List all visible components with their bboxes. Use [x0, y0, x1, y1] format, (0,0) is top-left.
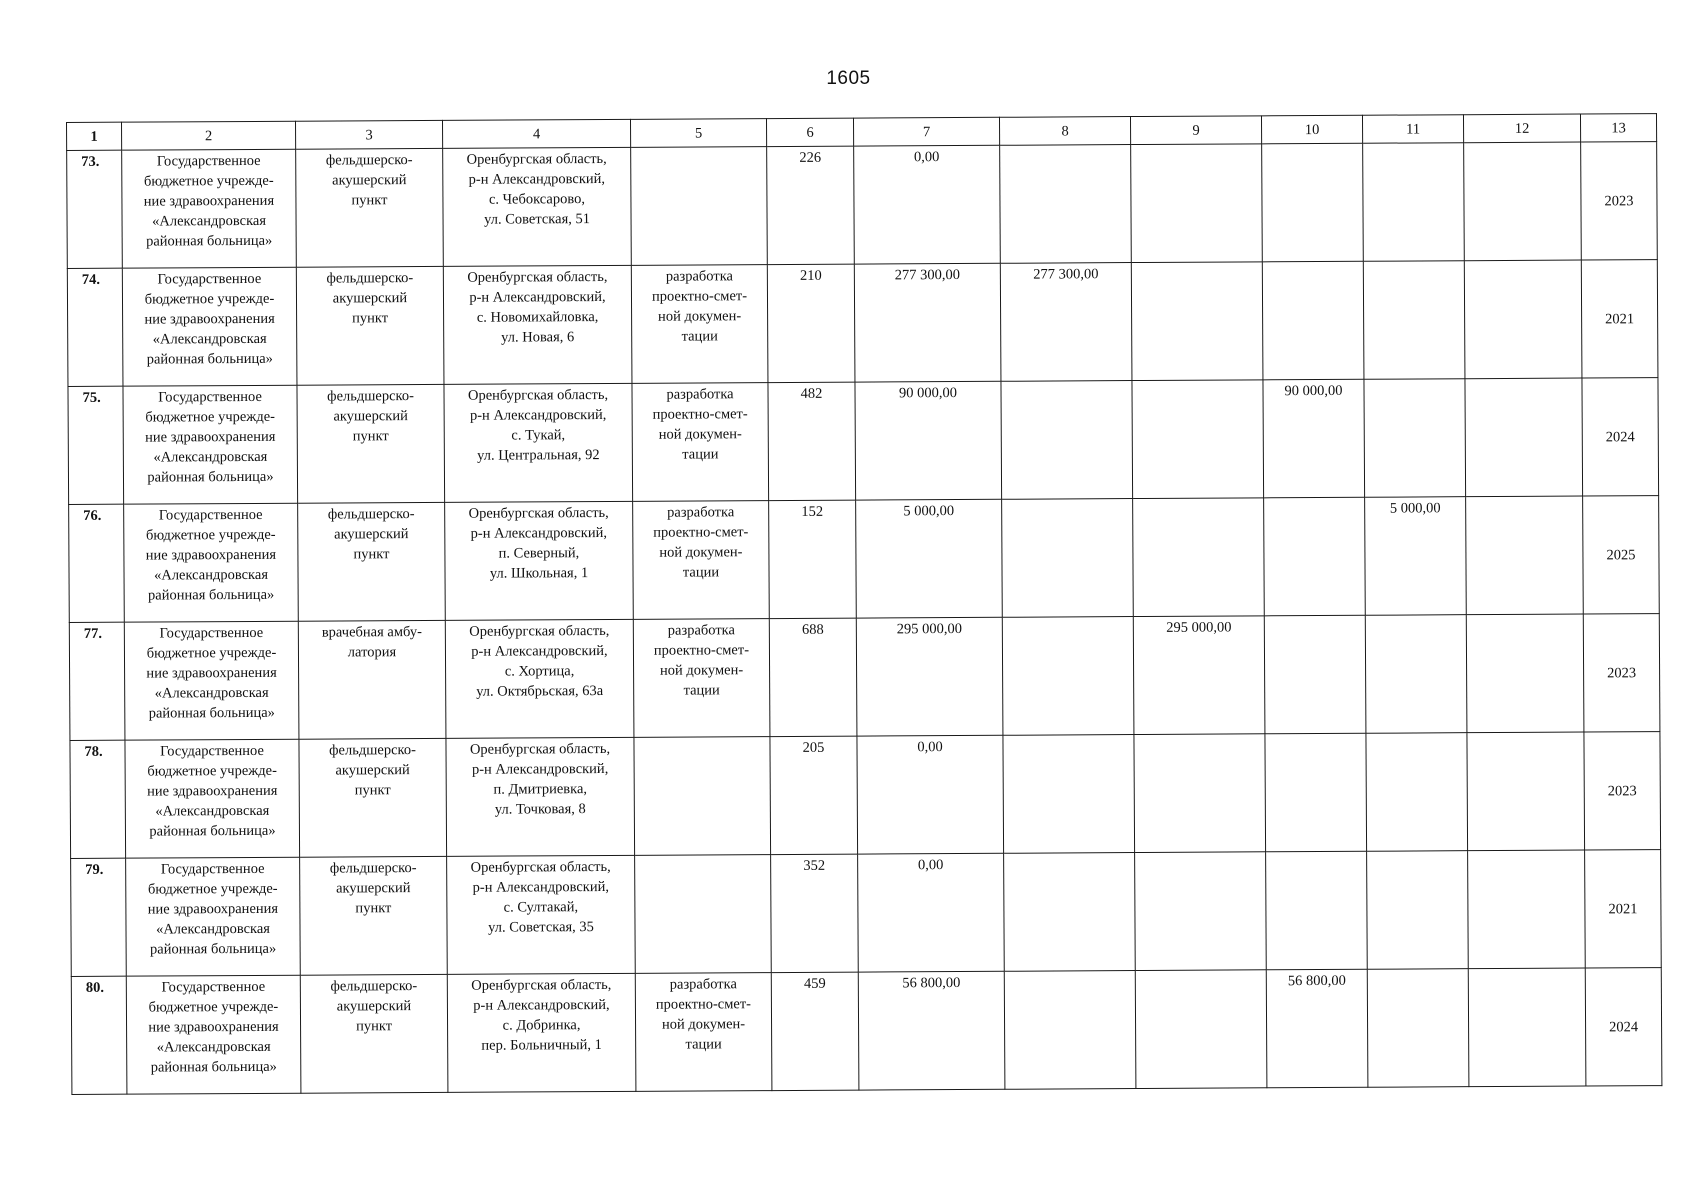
work-type-cell-line: ной докумен- [661, 1016, 746, 1033]
organization-cell-line: Государственное [160, 742, 264, 760]
row-number-cell: 73. [67, 150, 123, 268]
work-type-cell [635, 973, 772, 1092]
address-cell-line: ул. Школьная, 1 [489, 565, 589, 582]
value-cell-8 [1000, 145, 1132, 264]
facility-type-cell [296, 266, 444, 385]
column-header-13: 13 [1580, 114, 1656, 142]
value-cell-6: 152 [769, 500, 857, 618]
value-cell-9 [1131, 144, 1263, 263]
value-cell-7: 5 000,00 [856, 499, 1003, 618]
work-type-cell-line: тации [683, 682, 720, 699]
address-cell-line: ул. Советская, 35 [488, 919, 594, 936]
facility-type-cell-line: пункт [355, 900, 392, 917]
row-number-cell: 75. [68, 386, 124, 504]
address-cell-line: р-н Александровский, [472, 878, 610, 896]
column-header-11: 11 [1362, 115, 1463, 144]
address-cell-line: ул. Точковая, 8 [494, 801, 586, 818]
facility-type-cell-line: акушерский [336, 880, 411, 897]
organization-cell [122, 267, 297, 386]
organization-cell-line: ние здравоохранения [144, 310, 275, 328]
column-header-10: 10 [1261, 115, 1362, 144]
facility-type-cell-line: латория [347, 644, 397, 661]
work-type-cell-line: ной докумен- [659, 544, 743, 561]
value-cell-12 [1468, 850, 1586, 969]
value-cell-11 [1367, 851, 1469, 970]
address-cell-line: ул. Центральная, 92 [477, 447, 600, 464]
facility-type-cell-line: акушерский [335, 762, 410, 779]
work-type-cell-line: разработка [665, 268, 733, 285]
value-cell-8 [1001, 381, 1133, 500]
organization-cell-line: Государственное [156, 152, 261, 170]
organization-cell-line: районная больница» [148, 704, 275, 722]
facility-type-cell-line: акушерский [334, 526, 409, 543]
value-cell-10 [1262, 261, 1364, 380]
column-header-12: 12 [1463, 114, 1580, 143]
facility-type-cell-line: пункт [352, 428, 389, 445]
organization-cell-line: бюджетное учрежде- [145, 408, 275, 426]
work-type-cell-line: разработка [667, 504, 735, 521]
row-number-cell: 78. [70, 740, 126, 858]
column-header-9: 9 [1130, 116, 1261, 145]
organization-cell-line: районная больница» [146, 232, 273, 250]
organization-cell-line: Государственное [158, 506, 263, 524]
work-type-cell-line: тации [682, 564, 720, 581]
address-cell-line: п. Дмитриевка, [493, 781, 588, 798]
address-cell-line: Оренбургская область, [468, 504, 609, 522]
address-cell-line: с. Чебоксарово, [488, 191, 585, 208]
facility-type-cell-line: пункт [354, 782, 391, 799]
value-cell-11 [1364, 379, 1466, 498]
organization-cell-line: ние здравоохранения [147, 900, 279, 918]
value-cell-10 [1264, 497, 1366, 616]
work-type-cell-line: проектно-смет- [653, 642, 750, 659]
organization-cell-line: бюджетное учрежде- [145, 526, 276, 544]
value-cell-7: 56 800,00 [858, 971, 1005, 1090]
organization-cell-line: районная больница» [147, 586, 275, 604]
facilities-table [66, 113, 1662, 1095]
address-cell [446, 737, 635, 856]
facility-type-cell-line: пункт [353, 546, 390, 563]
work-type-cell-line: проектно-смет- [652, 406, 748, 423]
facility-type-cell-line: фельдшерско- [330, 978, 418, 995]
organization-cell-line: бюджетное учрежде- [147, 762, 277, 780]
address-cell-line: ул. Новая, 6 [501, 329, 575, 346]
value-cell-12 [1466, 614, 1584, 733]
facility-type-cell-line: фельдшерско- [325, 152, 413, 169]
value-cell-8: 277 300,00 [1000, 263, 1132, 382]
work-type-cell-line: проектно-смет- [653, 524, 749, 541]
facility-type-cell-line: акушерский [336, 998, 412, 1015]
value-cell-9 [1135, 852, 1267, 971]
table-row [71, 850, 1662, 977]
address-cell-line: с. Хортица, [504, 663, 575, 680]
value-cell-8 [1003, 735, 1135, 854]
address-cell-line: р-н Александровский, [469, 406, 607, 424]
address-cell [447, 855, 636, 974]
facility-type-cell [296, 148, 444, 267]
organization-cell-line: Государственное [158, 388, 262, 406]
value-cell-11 [1363, 261, 1465, 380]
organization-cell-line: бюджетное учрежде- [143, 172, 274, 190]
facility-type-cell [297, 384, 445, 503]
address-cell [444, 383, 633, 502]
organization-cell-line: «Александровская [153, 448, 268, 466]
page-number: 1605 [826, 68, 871, 89]
row-number-cell: 79. [71, 858, 127, 976]
value-cell-12 [1465, 378, 1583, 497]
value-cell-6: 459 [771, 972, 859, 1090]
table-row [71, 968, 1662, 1095]
address-cell-line: с. Тукай, [511, 427, 566, 444]
work-type-cell [631, 265, 768, 384]
organization-cell-line: районная больница» [147, 468, 274, 486]
address-cell-line: Оренбургская область, [467, 386, 609, 404]
year-cell: 2023 [1584, 732, 1661, 850]
work-type-cell-line: ной докумен- [658, 426, 742, 443]
work-type-cell-line: тации [685, 1036, 722, 1053]
value-cell-9 [1133, 498, 1265, 617]
organization-cell-line: «Александровская [154, 566, 269, 584]
table-row [70, 732, 1661, 859]
organization-cell-line: бюджетное учрежде- [146, 644, 277, 662]
organization-cell-line: Государственное [157, 270, 262, 288]
facility-type-cell-line: врачебная амбу- [321, 624, 422, 641]
address-cell-line: р-н Александровский, [470, 524, 608, 542]
table-row [68, 378, 1659, 505]
value-cell-10: 90 000,00 [1263, 379, 1365, 498]
value-cell-7: 0,00 [858, 853, 1005, 972]
work-type-cell-line: проектно-смет- [651, 288, 748, 305]
work-type-cell [631, 147, 768, 266]
organization-cell-line: районная больница» [146, 350, 273, 368]
value-cell-6: 482 [768, 382, 856, 500]
work-type-cell [634, 737, 771, 856]
address-cell-line: Оренбургская область, [470, 858, 611, 876]
work-type-cell-line: проектно-смет- [655, 996, 752, 1013]
value-cell-11: 5 000,00 [1365, 497, 1467, 616]
column-header-4: 4 [442, 119, 630, 148]
value-cell-12 [1468, 968, 1586, 1087]
value-cell-8 [1002, 617, 1134, 736]
facility-type-cell [298, 620, 446, 739]
value-cell-8 [1004, 853, 1136, 972]
work-type-cell [633, 619, 770, 738]
organization-cell [126, 975, 301, 1094]
value-cell-7: 0,00 [857, 735, 1004, 854]
column-header-5: 5 [630, 119, 766, 148]
organization-cell-line: бюджетное учрежде- [148, 998, 279, 1016]
column-header-1: 1 [67, 122, 122, 150]
year-cell: 2023 [1583, 614, 1660, 732]
value-cell-12 [1466, 496, 1584, 615]
address-cell [443, 147, 632, 266]
organization-cell-line: «Александровская [156, 1038, 271, 1056]
column-header-8: 8 [999, 117, 1130, 146]
organization-cell-line: бюджетное учрежде- [147, 880, 278, 898]
year-cell: 2024 [1582, 378, 1659, 496]
address-cell-line: с. Добринка, [502, 1017, 581, 1034]
organization-cell-line: «Александровская [156, 920, 270, 938]
work-type-cell-line: разработка [669, 976, 737, 993]
address-cell-line: р-н Александровский, [471, 642, 608, 660]
work-type-cell [633, 501, 770, 620]
work-type-cell-line: разработка [667, 622, 735, 639]
address-cell-line: Оренбургская область, [469, 740, 611, 758]
year-cell: 2023 [1581, 142, 1658, 260]
organization-cell [126, 857, 301, 976]
value-cell-6: 688 [769, 618, 857, 736]
value-cell-11 [1367, 969, 1469, 1088]
organization-cell-line: районная больница» [149, 822, 276, 840]
facility-type-cell-line: фельдшерско- [329, 860, 417, 877]
year-cell: 2025 [1583, 496, 1660, 614]
organization-cell [124, 621, 299, 740]
organization-cell-line: ние здравоохранения [148, 1018, 279, 1036]
value-cell-11 [1366, 733, 1468, 852]
facility-type-cell-line: фельдшерско- [326, 270, 414, 287]
address-cell-line: ул. Советская, 51 [484, 211, 591, 228]
work-type-cell-line: ной докумен- [659, 662, 744, 679]
work-type-cell [632, 383, 769, 502]
row-number-cell: 74. [67, 268, 123, 386]
table-row [67, 142, 1658, 269]
value-cell-10 [1262, 143, 1364, 262]
row-number-cell: 80. [71, 976, 127, 1094]
work-type-cell-line: ной докумен- [657, 308, 742, 325]
facility-type-cell-line: акушерский [333, 408, 408, 425]
work-type-cell-line: тации [681, 328, 718, 345]
value-cell-12 [1467, 732, 1585, 851]
value-cell-9 [1131, 262, 1263, 381]
column-header-6: 6 [766, 118, 853, 146]
address-cell-line: Оренбургская область, [466, 150, 607, 168]
value-cell-6: 352 [771, 854, 859, 972]
value-cell-7: 277 300,00 [854, 263, 1001, 382]
facility-type-cell [298, 502, 446, 621]
year-cell: 2021 [1585, 850, 1662, 968]
address-cell-line: Оренбургская область, [467, 268, 608, 286]
facility-type-cell-line: фельдшерско- [329, 742, 416, 759]
facility-type-cell-line: фельдшерско- [327, 388, 414, 405]
year-cell: 2021 [1581, 260, 1658, 378]
address-cell-line: Оренбургская область, [471, 976, 612, 994]
value-cell-7: 295 000,00 [856, 617, 1003, 736]
organization-cell [124, 503, 299, 622]
value-cell-10: 56 800,00 [1266, 969, 1368, 1088]
table-row [69, 614, 1660, 741]
value-cell-8 [1004, 971, 1136, 1090]
organization-cell-line: районная больница» [150, 1058, 277, 1076]
facility-type-cell-line: акушерский [332, 172, 407, 189]
table-row [67, 260, 1658, 387]
organization-cell [125, 739, 300, 858]
table-row [69, 496, 1660, 623]
organization-cell-line: «Александровская [152, 330, 267, 348]
facility-type-cell-line: фельдшерско- [327, 506, 415, 523]
address-cell-line: с. Новомихайловка, [476, 309, 599, 326]
work-type-cell-line: разработка [666, 386, 734, 403]
organization-cell-line: Государственное [159, 624, 264, 642]
value-cell-12 [1464, 260, 1582, 379]
address-cell-line: ул. Октябрьская, 63а [476, 683, 604, 700]
value-cell-9 [1132, 380, 1264, 499]
address-cell-line: р-н Александровский, [469, 288, 606, 306]
address-cell [443, 265, 632, 384]
column-header-2: 2 [122, 121, 296, 150]
organization-cell-line: «Александровская [152, 212, 267, 230]
organization-cell-line: ние здравоохранения [145, 546, 277, 564]
year-cell: 2024 [1585, 968, 1662, 1086]
address-cell-line: р-н Александровский, [468, 170, 606, 188]
value-cell-8 [1002, 499, 1134, 618]
organization-cell-line: ние здравоохранения [147, 782, 278, 800]
organization-cell-line: «Александровская [155, 802, 270, 820]
address-cell [447, 973, 636, 1092]
organization-cell-line: бюджетное учрежде- [144, 290, 275, 308]
address-cell [445, 501, 634, 620]
row-number-cell: 76. [69, 504, 125, 622]
value-cell-9: 295 000,00 [1133, 616, 1265, 735]
organization-cell [123, 385, 298, 504]
work-type-cell [635, 855, 772, 974]
value-cell-12 [1464, 142, 1582, 261]
row-number-cell: 77. [69, 622, 125, 740]
value-cell-11 [1363, 143, 1465, 262]
address-cell [445, 619, 634, 738]
organization-cell-line: Государственное [161, 978, 266, 996]
value-cell-10 [1264, 615, 1366, 734]
facility-type-cell-line: пункт [356, 1018, 393, 1035]
value-cell-6: 226 [767, 146, 855, 264]
address-cell-line: п. Северный, [498, 545, 580, 562]
value-cell-7: 90 000,00 [855, 381, 1002, 500]
column-header-3: 3 [295, 120, 442, 149]
value-cell-6: 210 [767, 264, 855, 382]
facility-type-cell-line: пункт [352, 310, 389, 327]
value-cell-9 [1135, 970, 1267, 1089]
facility-type-cell-line: акушерский [332, 290, 408, 307]
value-cell-11 [1365, 615, 1467, 734]
value-cell-7: 0,00 [854, 145, 1001, 264]
address-cell-line: пер. Больничный, 1 [481, 1037, 602, 1054]
organization-cell-line: Государственное [160, 860, 265, 878]
address-cell-line: с. Султакай, [503, 899, 579, 916]
organization-cell-line: «Александровская [154, 684, 269, 702]
value-cell-10 [1265, 733, 1367, 852]
organization-cell-line: ние здравоохранения [145, 428, 276, 446]
table-body [67, 142, 1662, 1095]
value-cell-6: 205 [770, 736, 858, 854]
organization-cell-line: ние здравоохранения [143, 192, 275, 210]
facility-type-cell-line: пункт [351, 192, 388, 209]
facility-type-cell [299, 738, 447, 857]
work-type-cell-line: тации [682, 446, 719, 463]
value-cell-9 [1134, 734, 1266, 853]
organization-cell-line: ние здравоохранения [146, 664, 277, 682]
facility-type-cell [300, 974, 448, 1093]
address-cell-line: р-н Александровский, [471, 760, 609, 778]
facility-type-cell [300, 856, 448, 975]
column-header-7: 7 [853, 117, 999, 146]
organization-cell-line: районная больница» [149, 940, 277, 958]
organization-cell [122, 149, 297, 268]
address-cell-line: Оренбургская область, [469, 622, 610, 640]
address-cell-line: р-н Александровский, [473, 996, 610, 1014]
value-cell-10 [1266, 851, 1368, 970]
